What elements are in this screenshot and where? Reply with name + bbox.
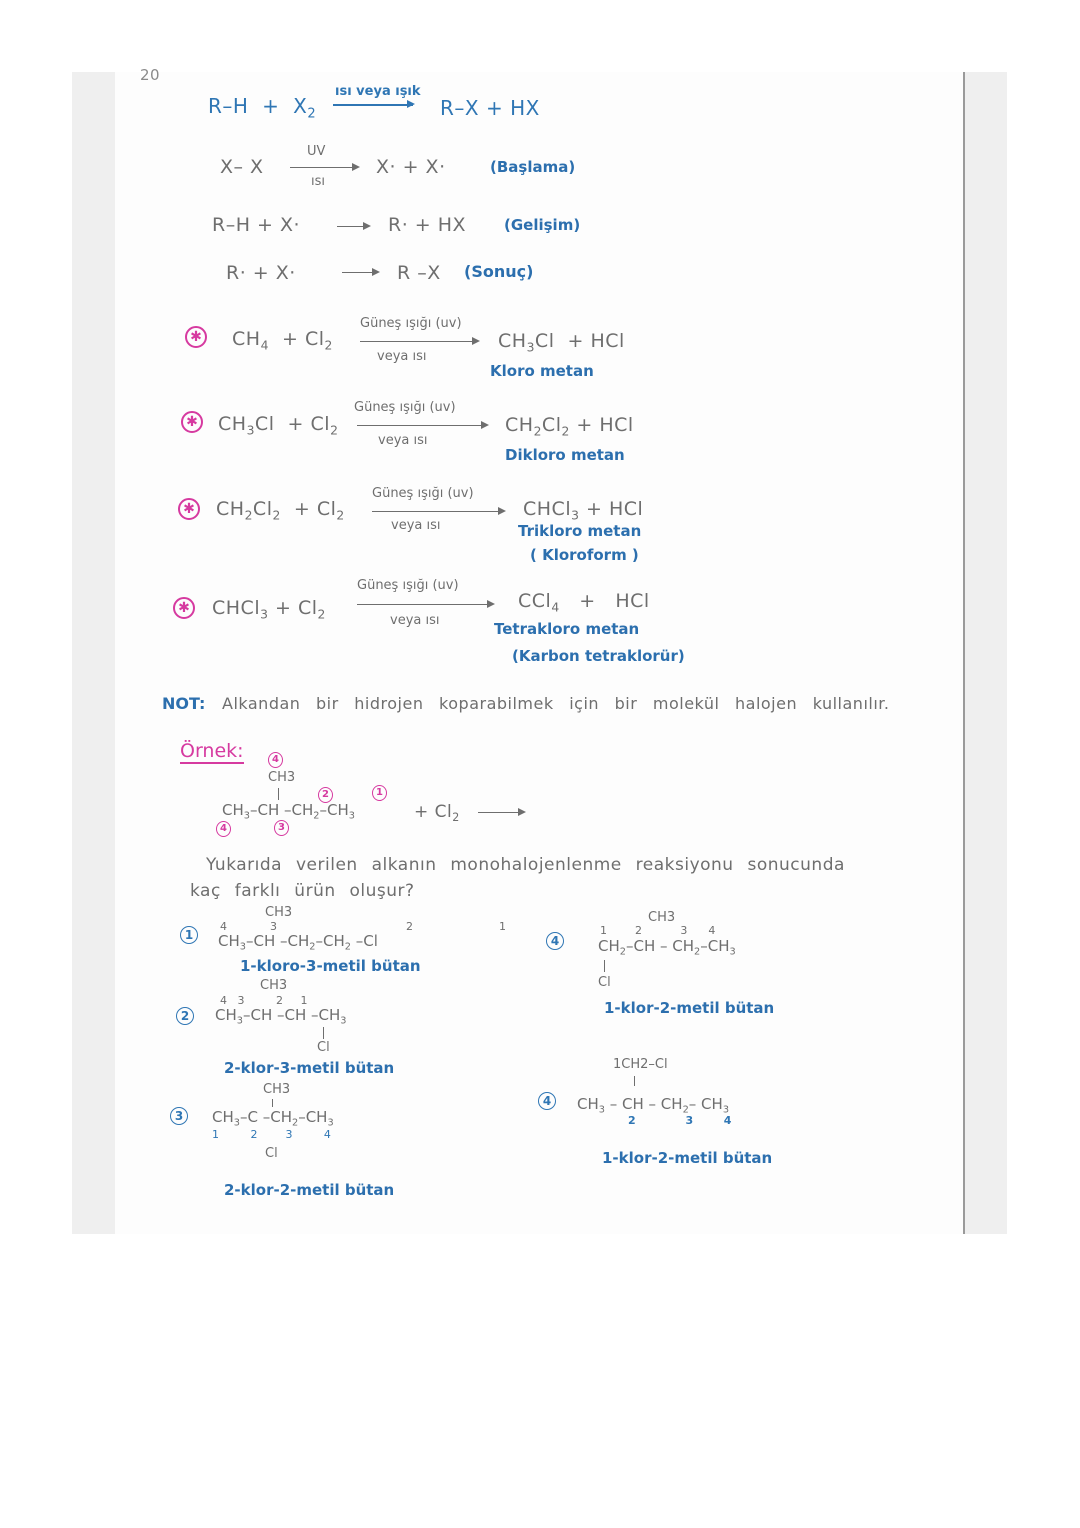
mech-start-above: UV [307, 144, 326, 159]
product1-name: 1-kloro-3-metil bütan [240, 957, 421, 975]
step4-alt-name: (Karbon tetraklorür) [512, 647, 685, 665]
product-number-4: 4 [546, 932, 564, 950]
mech-start-right: X· + X· [376, 156, 446, 178]
position-mark-3: 3 [274, 820, 289, 836]
asterisk-bullet-icon: ✱ [181, 411, 203, 433]
step3-products: CHCl$_3$ + HCl [523, 498, 644, 523]
mech-start-stage: (Başlama) [490, 158, 576, 176]
position-mark-2: 2 [318, 787, 333, 803]
product-number-2: 2 [176, 1007, 194, 1025]
product3-substituent: Cl [265, 1146, 278, 1161]
asterisk-bullet-icon: ✱ [178, 498, 200, 520]
mech-prop-left: R–H + X· [212, 214, 301, 236]
page-number: 20 [140, 66, 161, 84]
mech-term-left: R· + X· [226, 262, 296, 284]
step2-products: $CH_2Cl_2$ + HCl [505, 414, 634, 439]
step2-above: Güneş ışığı (uv) [354, 400, 456, 415]
step4-reactants: CHCl$_3$ + $Cl_2$ [212, 597, 326, 622]
step4-name: Tetrakloro metan [494, 620, 640, 638]
product2-formula: $CH_3-CH$ –CH $-CH_3$ [215, 1006, 347, 1027]
mech-term-right: R –X [397, 262, 441, 284]
mech-prop-stage: (Gelişim) [504, 216, 581, 234]
asterisk-bullet-icon: ✱ [173, 597, 195, 619]
product-number-1: 1 [180, 926, 198, 944]
product3-branch: CH3 [263, 1082, 291, 1097]
product4-numbers: 1 2 3 4 [600, 924, 716, 937]
product4-name: 1-klor-2-metil bütan [604, 999, 775, 1017]
general-reactants: $R-H + X_2$ [208, 94, 317, 122]
reaction-arrow-icon [360, 341, 478, 342]
product5-formula: $CH_3$ – CH – $CH_2-$ $CH_3$ [577, 1095, 730, 1116]
bond-line [634, 1076, 635, 1086]
product1-branch: CH3 [265, 905, 293, 920]
product4-branch: CH3 [648, 910, 676, 925]
product2-name: 2-klor-3-metil bütan [224, 1059, 395, 1077]
step1-reactants: $CH_4 + Cl_2$ [232, 328, 333, 353]
product1-formula: $CH_3-CH$ $-CH_2-CH_2$ –Cl [218, 932, 378, 953]
general-condition: ısı veya ışık [335, 84, 421, 99]
reaction-arrow-icon [357, 604, 493, 605]
product5-numbers: 2 3 4 [628, 1114, 732, 1127]
position-mark-1: 1 [372, 785, 387, 801]
step2-name: Dikloro metan [505, 446, 625, 464]
bond-line [272, 1099, 273, 1107]
step1-name: Kloro metan [490, 362, 594, 380]
product3-formula: $CH_3-C$ $-CH_2-CH_3$ [212, 1108, 334, 1129]
step4-below: veya ısı [390, 613, 440, 628]
example-label: Örnek: [180, 740, 244, 762]
reaction-arrow-icon [357, 425, 487, 426]
example-reagent: + $Cl_2$ [414, 802, 460, 824]
example-question: Yukarıda verilen alkanın monohalojenlenme reaksiyonu sonucunda kaç farklı ürün oluşur? [190, 855, 845, 901]
step4-above: Güneş ışığı (uv) [357, 578, 459, 593]
position-mark-4-top: 4 [268, 752, 283, 768]
note-label: NOT: [162, 694, 206, 713]
mech-term-stage: (Sonuç) [464, 262, 534, 281]
step4-products: CCl$_4$ + HCl [518, 590, 650, 615]
mech-start-left: X– X [220, 156, 264, 178]
reaction-arrow-icon [372, 511, 504, 512]
example-chain: $CH_3-CH$ $-CH_2-CH_3$ [222, 801, 355, 822]
product-number-4-alt: 4 [538, 1092, 556, 1110]
product1-numbers: 4 3 2 1 [220, 920, 506, 933]
product2-branch: CH3 [260, 978, 288, 993]
product5-name: 1-klor-2-metil bütan [602, 1149, 773, 1167]
example-branch: CH3 [268, 770, 296, 785]
step3-below: veya ısı [391, 518, 441, 533]
product3-numbers: 1 2 3 4 [212, 1128, 331, 1141]
reaction-arrow-icon [337, 226, 369, 227]
product4-substituent: Cl [598, 975, 611, 990]
step3-above: Güneş ışığı (uv) [372, 486, 474, 501]
step2-reactants: $CH_3Cl + Cl_2$ [218, 413, 339, 438]
step1-below: veya ısı [377, 349, 427, 364]
bond-line [323, 1027, 324, 1039]
mech-start-below: ısı [311, 174, 325, 189]
product5-branch: 1CH2–Cl [613, 1057, 668, 1072]
product-number-3: 3 [170, 1107, 188, 1125]
step2-below: veya ısı [378, 433, 428, 448]
asterisk-bullet-icon: ✱ [185, 326, 207, 348]
reaction-arrow-icon [478, 812, 524, 813]
bond-line [604, 960, 605, 972]
step3-name: Trikloro metan [518, 522, 642, 540]
product2-numbers: 4 3 2 1 [220, 994, 308, 1007]
reaction-arrow-icon [290, 167, 358, 168]
step1-above: Güneş ışığı (uv) [360, 316, 462, 331]
step3-reactants: $CH_2Cl_2 + Cl_2$ [216, 498, 345, 523]
step1-products: $CH_3Cl$ + HCl [498, 330, 625, 355]
mech-prop-right: R· + HX [388, 214, 467, 236]
general-products: R–X + HX [440, 96, 540, 120]
reaction-arrow-icon [333, 104, 413, 106]
note-text: Alkandan bir hidrojen koparabilmek için bir molekül halojen kullanılır. [222, 694, 890, 713]
product4-formula: $CH_2-CH - CH_2-CH_3$ [598, 937, 736, 958]
step3-alt-name: ( Kloroform ) [530, 546, 639, 564]
product2-substituent: Cl [317, 1040, 330, 1055]
bond-line [278, 788, 279, 800]
reaction-arrow-icon [342, 272, 378, 273]
position-mark-4-bottom: 4 [216, 821, 231, 837]
product3-name: 2-klor-2-metil bütan [224, 1181, 395, 1199]
